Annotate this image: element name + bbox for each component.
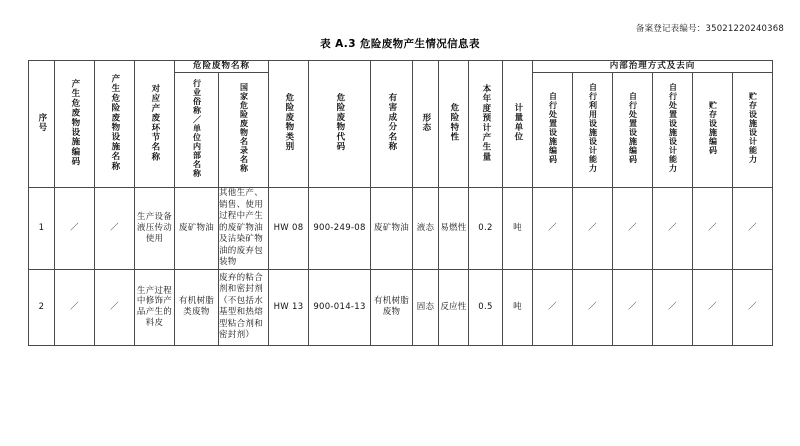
cell-storage-code: ／ [693, 188, 733, 269]
cell-annual-estimate: 0.2 [469, 188, 503, 269]
col-header-self-facility-code [533, 72, 573, 188]
col-header-annual-estimate-label: 本年度预计产生量 [480, 83, 491, 162]
cell-seq: 2 [29, 269, 55, 345]
col-header-physical-state [413, 61, 439, 188]
col-header-national-catalog-name-label: 国家危险废物名录名称 [239, 83, 249, 174]
col-header-seq-label: 序号 [36, 112, 47, 133]
table-body [29, 188, 773, 345]
cell-unit: 吨 [503, 188, 533, 269]
col-header-hazard-property [439, 61, 469, 188]
col-header-storage-code-label: 贮存设施编码 [708, 101, 718, 156]
col-header-self-dispose-code-label: 自行处置设施编码 [628, 92, 638, 165]
col-header-facility-code [55, 61, 95, 188]
cell-harmful-component: 废矿物油 [371, 188, 413, 269]
col-header-physical-state-label: 形态 [420, 112, 431, 133]
cell-self-dispose-capacity: ／ [653, 269, 693, 345]
cell-facility-code: ／ [55, 188, 95, 269]
col-header-waste-category-label: 危险废物类别 [283, 93, 294, 152]
cell-harmful-component: 有机树脂废物 [371, 269, 413, 345]
cell-physical-state: 固态 [413, 269, 439, 345]
col-header-waste-name-group: 危险废物名称 [175, 61, 269, 73]
col-header-unit-label: 计量单位 [512, 102, 523, 142]
cell-self-use-capacity: ／ [573, 269, 613, 345]
cell-physical-state: 液态 [413, 188, 439, 269]
col-header-industry-name [175, 72, 219, 188]
col-header-industry-name-label: 行业俗称／单位内部名称 [192, 78, 202, 178]
col-header-self-dispose-capacity-label: 自行处置设施设计能力 [668, 83, 678, 174]
col-header-facility-code-label: 产生危废物设施编码 [69, 78, 80, 166]
cell-self-use-capacity: ／ [573, 188, 613, 269]
col-header-self-facility-code-label: 自行处置设施编码 [548, 92, 558, 165]
cell-self-dispose-capacity: ／ [653, 188, 693, 269]
cell-storage-capacity: ／ [733, 188, 773, 269]
cell-industry-name: 废矿物油 [175, 188, 219, 269]
cell-facility-name: ／ [95, 188, 135, 269]
col-header-storage-capacity [733, 72, 773, 188]
hazardous-waste-table [28, 60, 773, 346]
col-header-storage-code [693, 72, 733, 188]
cell-waste-code: 900-249-08 [309, 188, 371, 269]
cell-waste-code: 900-014-13 [309, 269, 371, 345]
cell-waste-category: HW 08 [269, 188, 309, 269]
header-row-1 [29, 61, 773, 73]
col-header-facility-name [95, 61, 135, 188]
cell-waste-category: HW 13 [269, 269, 309, 345]
cell-facility-code: ／ [55, 269, 95, 345]
cell-self-facility-code: ／ [533, 269, 573, 345]
col-header-hazard-property-label: 危险特性 [448, 102, 459, 142]
cell-self-facility-code: ／ [533, 188, 573, 269]
col-header-national-catalog-name [219, 72, 269, 188]
cell-unit: 吨 [503, 269, 533, 345]
col-header-harmful-component [371, 61, 413, 188]
cell-seq: 1 [29, 188, 55, 269]
col-header-self-use-capacity-label: 自行利用设施设计能力 [588, 83, 598, 174]
col-header-waste-code [309, 61, 371, 188]
cell-industry-name: 有机树脂类废物 [175, 269, 219, 345]
cell-storage-capacity: ／ [733, 269, 773, 345]
col-header-facility-name-label: 产生危险废物设施名称 [109, 73, 120, 171]
col-header-internal-treatment-group: 内部治理方式及去向 [533, 61, 773, 73]
registration-number: 备案登记表编号：35021220240368 [635, 24, 784, 34]
cell-self-dispose-code: ／ [613, 188, 653, 269]
table-head [29, 61, 773, 188]
col-header-annual-estimate [469, 61, 503, 188]
col-header-self-dispose-capacity [653, 72, 693, 188]
cell-annual-estimate: 0.5 [469, 269, 503, 345]
cell-hazard-property: 反应性 [439, 269, 469, 345]
cell-process-link: 生产设备液压传动使用 [135, 188, 175, 269]
cell-storage-code: ／ [693, 269, 733, 345]
page-title: 表 A.3 危险废物产生情况信息表 [320, 38, 480, 50]
cell-national-catalog-name: 废弃的粘合剂和密封剂（不包括水基型和热熔型粘合剂和密封剂） [219, 269, 269, 345]
col-header-waste-category [269, 61, 309, 188]
table-row [29, 269, 773, 345]
col-header-storage-capacity-label: 贮存设施设计能力 [748, 92, 758, 165]
col-header-process-link [135, 61, 175, 188]
cell-hazard-property: 易燃性 [439, 188, 469, 269]
table-row [29, 188, 773, 269]
cell-self-dispose-code: ／ [613, 269, 653, 345]
col-header-self-dispose-code [613, 72, 653, 188]
col-header-harmful-component-label: 有害成分名称 [386, 93, 397, 152]
col-header-process-link-label: 对应产废环节名称 [149, 83, 160, 162]
cell-process-link: 生产过程中修饰产品产生的料皮 [135, 269, 175, 345]
cell-facility-name: ／ [95, 269, 135, 345]
col-header-seq [29, 61, 55, 188]
cell-national-catalog-name: 其他生产、销售、使用过程中产生的废矿物油及沾染矿物油的废弃包装物 [219, 188, 269, 269]
col-header-self-use-capacity [573, 72, 613, 188]
col-header-waste-code-label: 危险废物代码 [334, 93, 345, 152]
col-header-unit [503, 61, 533, 188]
